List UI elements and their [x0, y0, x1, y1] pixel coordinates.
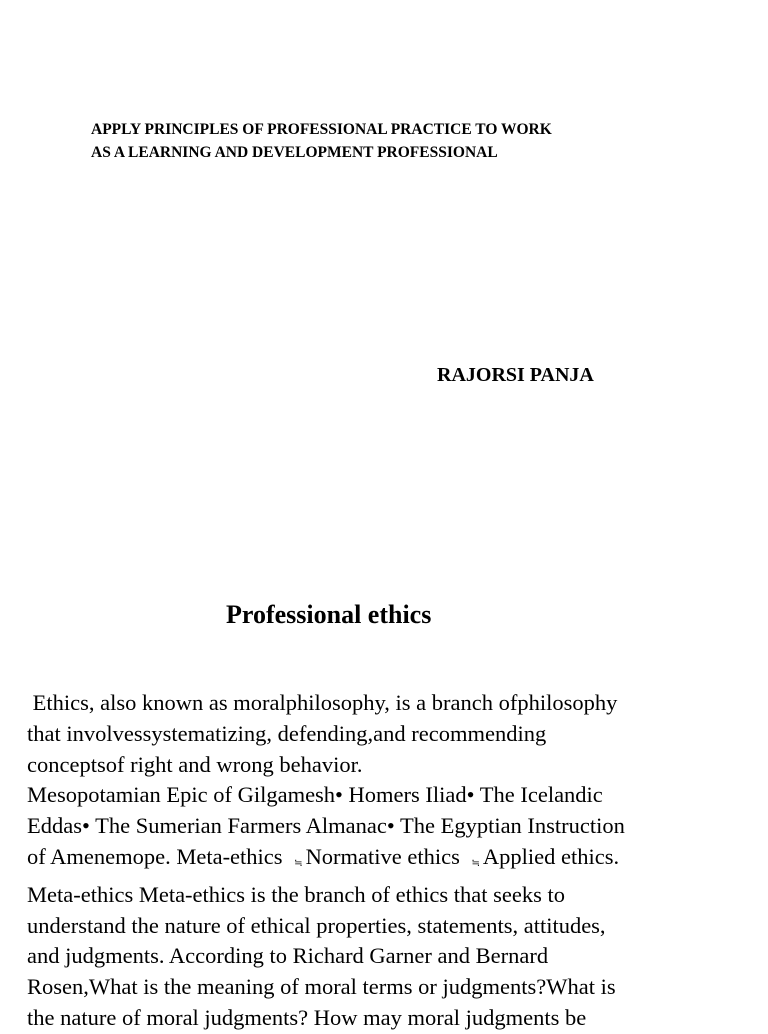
approx-equal-icon: ≒: [294, 857, 303, 869]
body-line: understand the nature of ethical properties, statements, attitudes,: [27, 912, 606, 938]
body-line: Rosen,What is the meaning of moral terms or judgments?What is: [27, 974, 616, 1000]
body-line-mixed: [27, 842, 747, 880]
approx-equal-icon: ≒: [471, 857, 480, 869]
document-title-line-2: AS A LEARNING AND DEVELOPMENT PROFESSIONAL: [91, 144, 498, 161]
body-line: and judgments. According to Richard Garner and Bernard: [27, 943, 549, 969]
author-name: RAJORSI PANJA: [437, 364, 594, 386]
body-text-segment: of Amenemope. Meta-ethics: [27, 843, 289, 869]
body-line: that involvessystematizing, defending,and recommending: [27, 720, 547, 746]
body-line: Mesopotamian Epic of Gilgamesh• Homers Iliad• The Icelandic: [27, 782, 603, 808]
body-line: conceptsof right and wrong behavior.: [27, 751, 363, 777]
body-line: Meta-ethics Meta-ethics is the branch of ethics that seeks to: [27, 881, 565, 907]
document-title: [91, 118, 711, 164]
body-line: Ethics, also known as moralphilosophy, is a branch ofphilosophy: [27, 690, 618, 715]
body-line: the nature of moral judgments? How may moral judgments be: [27, 1004, 587, 1030]
body-text-segment: Applied ethics.: [482, 843, 620, 869]
body-text: [27, 688, 747, 1034]
body-text-segment: Normative ethics: [305, 843, 466, 869]
section-heading: Professional ethics: [226, 600, 432, 629]
document-title-line-1: APPLY PRINCIPLES OF PROFESSIONAL PRACTICE TO WORK: [91, 121, 552, 138]
body-line: Eddas• The Sumerian Farmers Almanac• The Egyptian Instruction: [27, 813, 625, 839]
